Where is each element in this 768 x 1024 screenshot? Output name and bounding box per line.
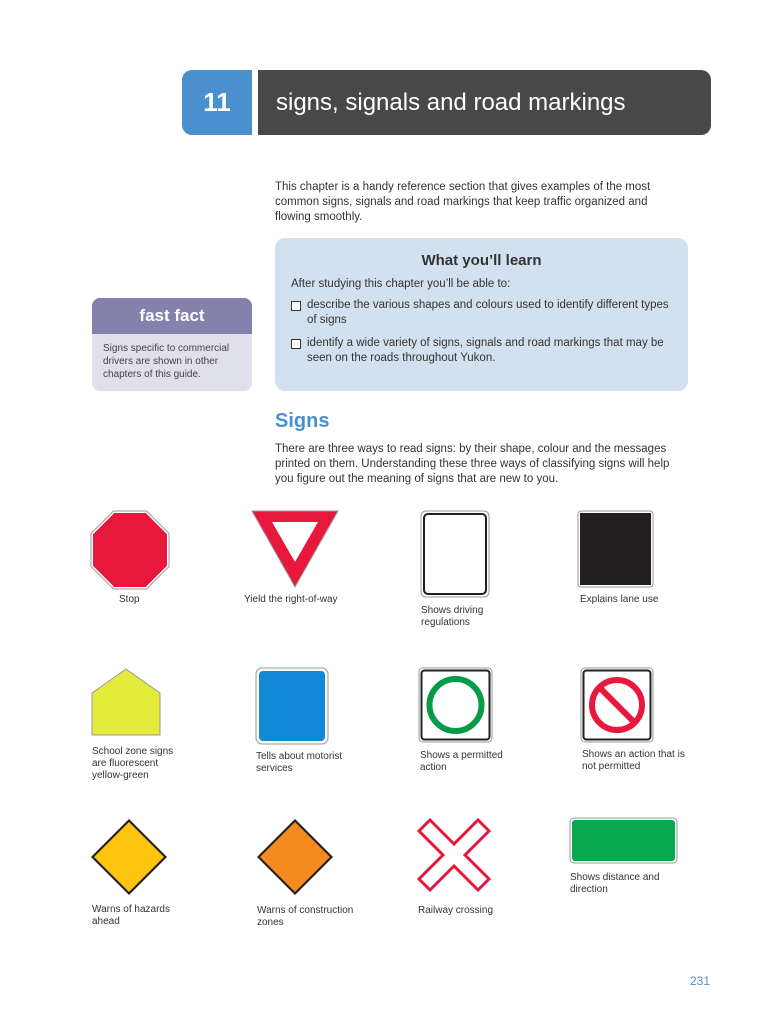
objective-item [291,298,672,328]
sign-caption: Railway crossing [418,905,494,916]
hazard-warning-sign-icon [90,818,168,896]
sign-caption: Warns of hazards ahead [92,904,170,927]
objective-text: describe the various shapes and colours used to identify different types of signs [307,299,669,326]
fast-fact-text: Signs specific to commercial drivers are shown in other chapters of this guide. [103,343,230,380]
sign-caption: School zone signs are fluorescent yellow-green [92,746,174,781]
learning-objectives-box [275,238,688,391]
lane-use-sign-icon [577,510,654,588]
section-heading: Signs [275,410,330,432]
sign-caption: Stop [119,594,140,605]
sign-caption: Warns of construction zones [257,905,354,928]
objective-text: identify a wide variety of signs, signals and road markings that may be seen on the roads throughout Yukon. [307,337,664,364]
prohibited-action-sign-icon [580,667,654,743]
permitted-action-sign-icon [418,667,493,743]
yield-sign-icon [250,509,340,589]
school-zone-sign-icon [90,667,162,737]
checkbox-icon [291,339,301,349]
sign-caption: Shows an action that is not permitted [582,749,685,772]
sign-caption: Tells about motorist services [256,751,343,774]
regulatory-sign-icon [420,510,490,598]
fast-fact-box [92,298,252,391]
sign-caption: Shows driving regulations [421,605,484,628]
checkbox-icon [291,301,301,311]
stop-sign-icon [90,510,170,590]
sign-caption: Explains lane use [580,594,659,605]
objective-item [291,336,672,366]
motorist-services-sign-icon [255,667,329,745]
fast-fact-title: fast fact [92,298,252,334]
chapter-title: signs, signals and road markings [258,70,711,135]
section-intro: There are three ways to read signs: by their shape, colour and the messages printed on them. Understanding these three ways of classifying signs will help you figure out the meaning of signs that are new to you. [275,443,670,485]
sign-caption: Shows a permitted action [420,750,503,773]
guide-sign-icon [569,817,678,864]
chapter-intro: This chapter is a handy reference section that gives examples of the most common signs, signals and road markings that keep traffic organized and flowing smoothly. [275,181,651,223]
railway-crossing-sign-icon [417,818,491,892]
chapter-number: 11 [182,70,252,135]
sign-caption: Shows distance and direction [570,872,660,895]
learning-objectives-intro: After studying this chapter you’ll be able to: [291,278,511,290]
sign-caption: Yield the right-of-way [244,594,338,605]
learning-objectives-title: What you’ll learn [421,252,542,269]
page-number: 231 [689,974,710,988]
learning-objectives-list [291,298,672,366]
construction-sign-icon [256,818,334,896]
